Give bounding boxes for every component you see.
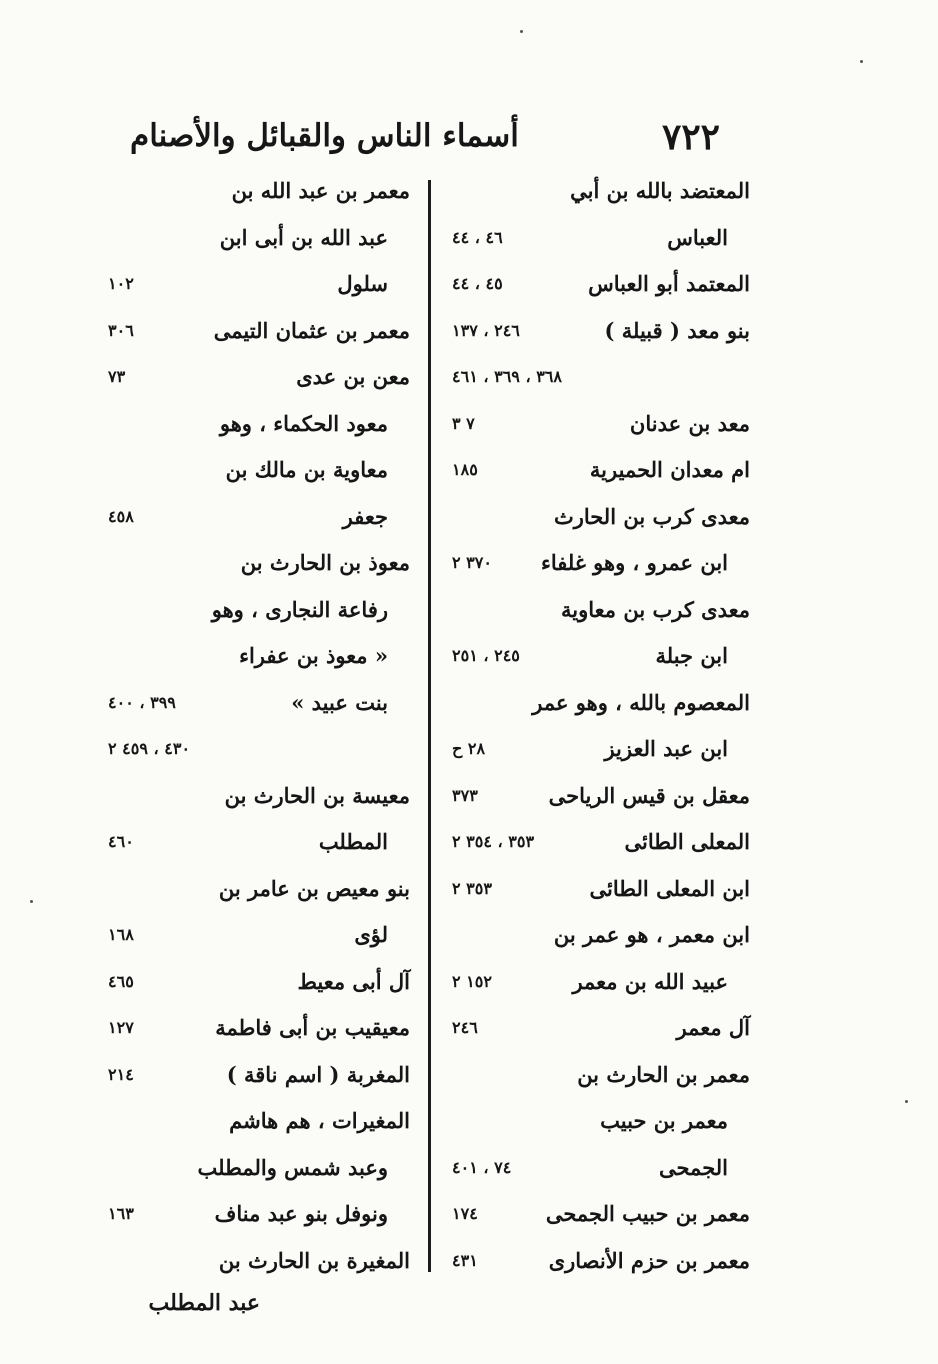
entry-name: معن بن عدى	[296, 364, 410, 389]
entry-page-refs: ٢٤٦	[452, 1018, 478, 1037]
index-entry	[452, 963, 750, 1010]
index-entry	[452, 451, 750, 498]
entry-name: المطلب	[318, 829, 388, 854]
entry-name: عبد الله بن أبى ابن	[219, 224, 388, 250]
entry-name: معاوية بن مالك بن	[225, 457, 388, 482]
index-entry	[452, 591, 750, 638]
paper-speck	[520, 30, 523, 33]
entry-name: معقل بن قيس الرياحى	[548, 782, 750, 808]
index-entry	[108, 1009, 410, 1056]
entry-name: المغيرة بن الحارث بن	[218, 1247, 410, 1273]
index-column-left	[108, 172, 410, 1288]
index-entry	[108, 451, 410, 498]
index-entry	[452, 358, 750, 405]
index-entry	[108, 358, 410, 405]
entry-name: المعلى الطائى	[624, 829, 750, 854]
entry-page-refs: ٤٥ ، ٤٤	[452, 274, 503, 293]
entry-name: معدى كرب بن الحارث	[553, 503, 750, 529]
index-entry	[108, 1149, 410, 1196]
entry-page-refs: ٤٥٨	[108, 506, 134, 526]
index-entry	[108, 1242, 410, 1289]
entry-name: جعفر	[342, 503, 388, 529]
entry-page-refs: ١٥٢ ٢	[452, 971, 492, 991]
index-entry	[452, 219, 750, 266]
page-number: ٧٢٢	[661, 116, 720, 158]
entry-name: « معوذ بن عفراء	[239, 643, 388, 668]
index-entry	[108, 777, 410, 824]
entry-name: المعتمد أبو العباس	[588, 271, 750, 296]
index-entry	[108, 870, 410, 917]
entry-page-refs: ١٦٣	[108, 1204, 134, 1223]
entry-page-refs: ١٧٤	[452, 1204, 478, 1223]
entry-page-refs: ٤٦٥	[108, 971, 134, 991]
index-entry	[108, 265, 410, 312]
paper-speck	[30, 900, 33, 903]
index-entry	[108, 544, 410, 591]
entry-name: لؤى	[354, 922, 388, 947]
index-entry	[108, 498, 410, 545]
running-title: أسماء الناس والقبائل والأصنام	[130, 118, 519, 154]
entry-page-refs: ٤٦ ، ٤٤	[452, 227, 503, 247]
entry-name: ابن عبد العزيز	[604, 736, 728, 761]
entry-name: معدى كرب بن معاوية	[561, 596, 750, 622]
entry-page-refs: ٧٣	[108, 367, 126, 386]
index-entry	[452, 1102, 750, 1149]
entry-name: معمر بن حبيب الجمحى	[545, 1201, 750, 1226]
entry-name: معمر بن عبد الله بن	[231, 178, 410, 203]
index-entry	[452, 823, 750, 870]
entry-name: المعصوم بالله ، وهو عمر	[532, 689, 750, 715]
index-entry	[452, 916, 750, 963]
entry-page-refs: ٣٠٦	[108, 320, 134, 340]
entry-page-refs: ٢٤٥ ، ٢٥١	[452, 646, 520, 665]
index-entry	[452, 1242, 750, 1289]
entry-page-refs: ٤٣٠ ، ٤٥٩ ٢	[108, 739, 191, 758]
entry-page-refs: ١٦٨	[108, 925, 134, 944]
entry-name: ونوفل بنو عبد مناف	[214, 1201, 388, 1226]
index-entry	[108, 172, 410, 219]
entry-page-refs: ٣٥٣ ٢	[452, 878, 492, 898]
index-entry	[108, 591, 410, 638]
entry-name: ابن جبلة	[655, 643, 728, 668]
index-entry	[452, 1195, 750, 1242]
index-entry	[108, 684, 410, 731]
index-entry	[108, 312, 410, 359]
entry-name: المغيرات ، هم هاشم	[229, 1108, 410, 1133]
entry-name: عبيد الله بن معمر	[572, 968, 728, 994]
index-entry	[108, 823, 410, 870]
entry-name: بنو معد ( قبيلة )	[604, 317, 750, 343]
entry-name: العباس	[667, 224, 728, 250]
index-entry	[452, 544, 750, 591]
entry-name: سلول	[337, 271, 388, 296]
entry-page-refs: ١٢٧	[108, 1018, 134, 1037]
index-entry	[452, 172, 750, 219]
entry-name: معمر بن الحارث بن	[577, 1061, 750, 1087]
index-entry	[108, 730, 410, 777]
index-entry	[452, 265, 750, 312]
index-entry	[452, 1009, 750, 1056]
entry-name: معمر بن حبيب	[600, 1108, 728, 1133]
entry-page-refs: ٧ ٣	[452, 413, 475, 433]
entry-name: وعبد شمس والمطلب	[197, 1154, 388, 1180]
entry-page-refs: ٣٦٨ ، ٣٦٩ ، ٤٦١	[452, 367, 562, 386]
entry-page-refs: ٣٩٩ ، ٤٠٠	[108, 692, 176, 712]
index-entry	[452, 1149, 750, 1196]
entry-page-refs: ٣٧٣	[452, 785, 478, 805]
index-entry	[108, 916, 410, 963]
index-entry	[452, 637, 750, 684]
index-entry	[108, 1056, 410, 1103]
entry-page-refs: ٣٧٠ ٢	[452, 553, 492, 572]
index-entry	[452, 730, 750, 777]
entry-name: آل أبى معيط	[297, 968, 410, 994]
entry-page-refs: ١٠٢	[108, 274, 134, 293]
entry-page-refs: ٢٤٦ ، ١٣٧	[452, 320, 520, 340]
entry-name: معود الحكماء ، وهو	[219, 410, 388, 436]
entry-name: آل معمر	[676, 1015, 750, 1040]
entry-name: ابن المعلى الطائى	[589, 875, 750, 901]
continuation-line: عبد المطلب	[148, 1290, 260, 1316]
index-entry	[108, 1195, 410, 1242]
paper-speck	[860, 60, 863, 63]
entry-name: بنو معيص بن عامر بن	[218, 875, 410, 901]
entry-name: المغربة ( اسم ناقة )	[226, 1061, 410, 1087]
entry-page-refs: ٢٨ ح	[452, 739, 486, 758]
entry-name: رفاعة النجارى ، وهو	[211, 596, 388, 622]
entry-name: ابن معمر ، هو عمر بن	[553, 922, 750, 947]
index-entry	[452, 1056, 750, 1103]
entry-name: معد بن عدنان	[629, 410, 750, 436]
entry-name: معيسة بن الحارث بن	[224, 782, 410, 808]
page-header	[130, 112, 720, 172]
paper-speck	[905, 1100, 908, 1103]
index-entry	[108, 1102, 410, 1149]
entry-name: معمر بن حزم الأنصارى	[548, 1247, 750, 1273]
index-entry	[452, 870, 750, 917]
entry-page-refs: ٢١٤	[108, 1064, 134, 1084]
index-entry	[452, 405, 750, 452]
index-entry	[108, 637, 410, 684]
index-entry	[108, 963, 410, 1010]
index-column-right	[452, 172, 750, 1288]
entry-page-refs: ٧٤ ، ٤٠١	[452, 1157, 512, 1177]
entry-page-refs: ١٨٥	[452, 460, 478, 479]
index-entry	[452, 684, 750, 731]
index-entry	[452, 498, 750, 545]
column-divider	[428, 180, 431, 1272]
index-entry	[108, 219, 410, 266]
entry-name: ابن عمرو ، وهو غلفاء	[541, 550, 728, 575]
entry-name: معمر بن عثمان التيمى	[213, 317, 410, 343]
entry-name: معيقيب بن أبى فاطمة	[215, 1015, 410, 1040]
index-entry	[452, 312, 750, 359]
entry-page-refs: ٤٦٠	[108, 832, 134, 851]
entry-name: المعتضد بالله بن أبي	[570, 178, 750, 203]
entry-name: ام معدان الحميرية	[589, 457, 750, 482]
index-entry	[452, 777, 750, 824]
entry-name: الجمحى	[659, 1154, 728, 1180]
entry-page-refs: ٤٣١	[452, 1250, 478, 1270]
entry-name: بنت عبيد »	[291, 689, 388, 715]
entry-page-refs: ٣٥٣ ، ٣٥٤ ٢	[452, 832, 535, 851]
entry-name: معوذ بن الحارث بن	[240, 550, 410, 575]
index-entry	[108, 405, 410, 452]
